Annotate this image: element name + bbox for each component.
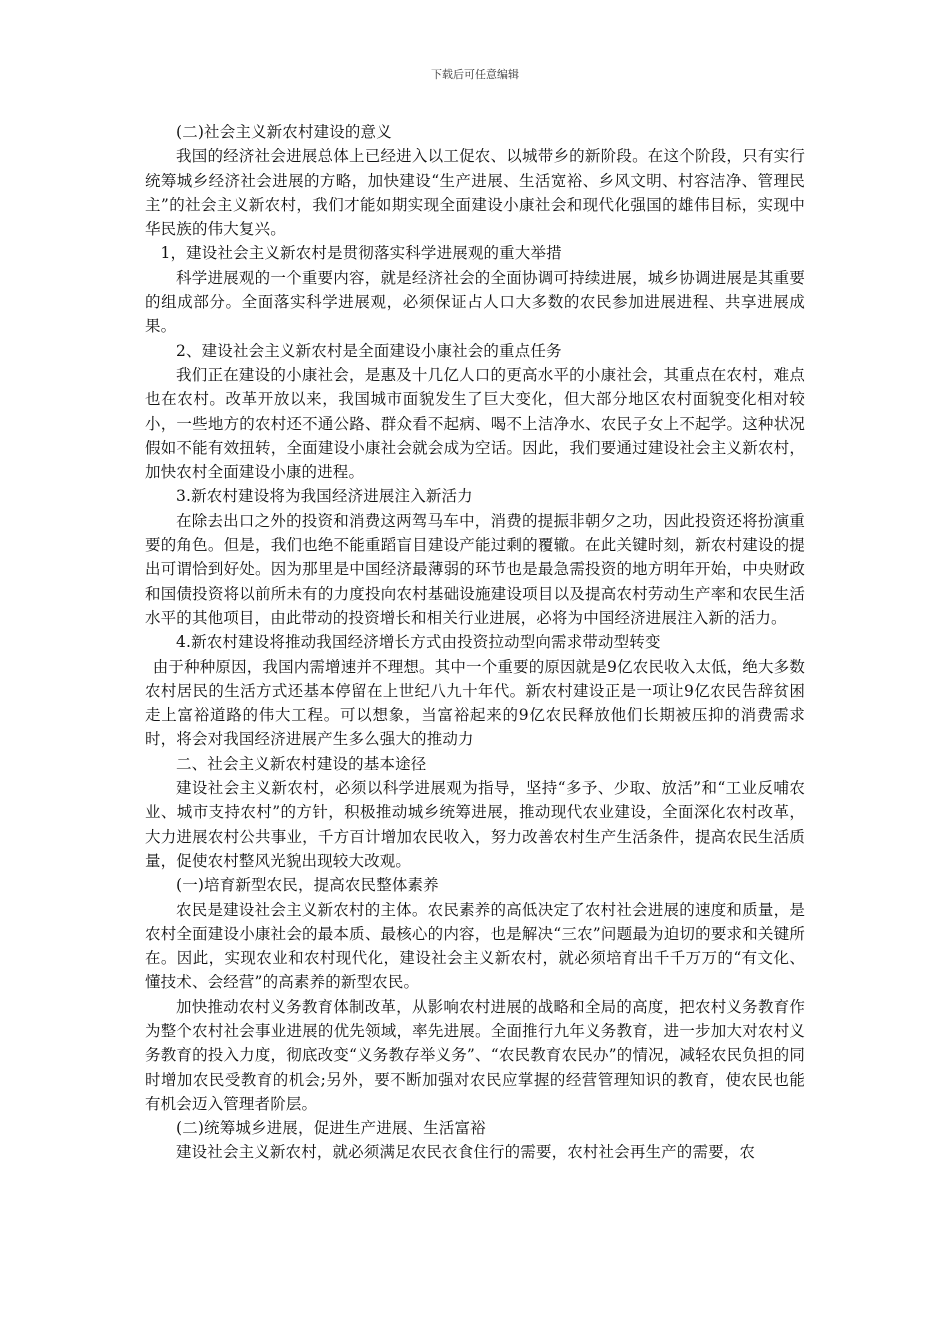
body-paragraph: 由于种种原因，我国内需增速并不理想。其中一个重要的原因就是9亿农民收入太低，绝大多数农村居民的生活方式还基本停留在上世纪八九十年代。新农村建设正是一项让9亿农民告辞贫困走上富裕道路的伟大工程。可以想象，当富裕起来的9亿农民释放他们长期被压抑的消费需求时，将会对我国经济进展产生多么强大的推动力 — [145, 657, 805, 749]
body-paragraph: 加快推动农村义务教育体制改革，从影响农村进展的战略和全局的高度，把农村义务教育作为整个农村社会事业进展的优先领域，率先进展。全面推行九年义务教育，进一步加大对农村义务教育的投入力度，彻底改变“义务教存举义务”、“农民教育农民办”的情况，减轻农民负担的同时增加农民受教育的机会;另外，要不断加强对农民应掌握的经营管理知识的教育，使农民也能有机会迈入管理者阶层。 — [145, 997, 805, 1113]
section-heading: (二)社会主义新农村建设的意义 — [176, 123, 392, 141]
subsection-heading: 1，建设社会主义新农村是贯彻落实科学进展观的重大举措 — [160, 244, 562, 263]
body-paragraph: 我国的经济社会进展总体上已经进入以工促农、以城带乡的新阶段。在这个阶段，只有实行统筹城乡经济社会进展的方略，加快建设“生产进展、生活宽裕、乡风文明、村容洁净、管理民主”的社会主义新农村，我们才能如期实现全面建设小康社会和现代化强国的雄伟目标，实现中华民族的伟大复兴。 — [145, 147, 805, 239]
body-paragraph: 建设社会主义新农村，就必须满足农民衣食住行的需要，农村社会再生产的需要，农 — [176, 1143, 756, 1162]
subsection-heading: 2、建设社会主义新农村是全面建设小康社会的重点任务 — [176, 341, 562, 360]
page-header: 下载后可任意编辑 — [431, 68, 519, 81]
document-body — [145, 120, 805, 1165]
section-heading: 二、社会主义新农村建设的基本途径 — [176, 754, 427, 773]
subsection-heading: 3.新农村建设将为我国经济进展注入新活力 — [176, 487, 473, 506]
subsection-heading: (二)统筹城乡进展，促进生产进展、生活富裕 — [176, 1119, 486, 1138]
body-paragraph: 科学进展观的一个重要内容，就是经济社会的全面协调可持续进展，城乡协调进展是其重要的组成部分。全面落实科学进展观，必须保证占人口大多数的农民参加进展进程、共享进展成果。 — [145, 268, 805, 336]
body-paragraph: 农民是建设社会主义新农村的主体。农民素养的高低决定了农村社会进展的速度和质量，是农村全面建设小康社会的最本质、最核心的内容，也是解决“三农”问题最为迫切的要求和关键所在。因此，实现农业和农村现代化，建设社会主义新农村，就必须培育出千千万万的“有文化、懂技术、会经营”的高素养的新型农民。 — [145, 900, 805, 992]
body-paragraph: 在除去出口之外的投资和消费这两驾马车中，消费的提振非朝夕之功，因此投资还将扮演重要的角色。但是，我们也绝不能重蹈盲目建设产能过剩的覆辙。在此关键时刻，新农村建设的提出可谓恰到好处。因为那里是中国经济最薄弱的环节也是最急需投资的地方明年开始，中央财政和国债投资将以前所未有的力度投向农村基础设施建设项目以及提高农村劳动生产率和农民生活水平的其他项目，由此带动的投资增长和相关行业进展，必将为中国经济进展注入新的活力。 — [145, 511, 805, 627]
subsection-heading: (一)培育新型农民，提高农民整体素养 — [176, 876, 439, 895]
subsection-heading: 4.新农村建设将推动我国经济增长方式由投资拉动型向需求带动型转变 — [176, 633, 661, 652]
body-paragraph: 建设社会主义新农村，必须以科学进展观为指导，坚持“多予、少取、放活”和“工业反哺农业、城市支持农村”的方针，积极推动城乡统筹进展，推动现代农业建设，全面深化农村改革，大力进展农村公共事业，千方百计增加农民收入，努力改善农村生产生活条件，提高农民生活质量，促使农村整风光貌出现较大改观。 — [145, 779, 805, 870]
body-paragraph: 我们正在建设的小康社会，是惠及十几亿人口的更高水平的小康社会，其重点在农村，难点也在农村。改革开放以来，我国城市面貌发生了巨大变化，但大部分地区农村面貌变化相对较小，一些地方的农村还不通公路、群众看不起病、喝不上洁净水、农民子女上不起学。这种状况假如不能有效扭转，全面建设小康社会就会成为空话。因此，我们要通过建设社会主义新农村，加快农村全面建设小康的进程。 — [145, 365, 805, 482]
